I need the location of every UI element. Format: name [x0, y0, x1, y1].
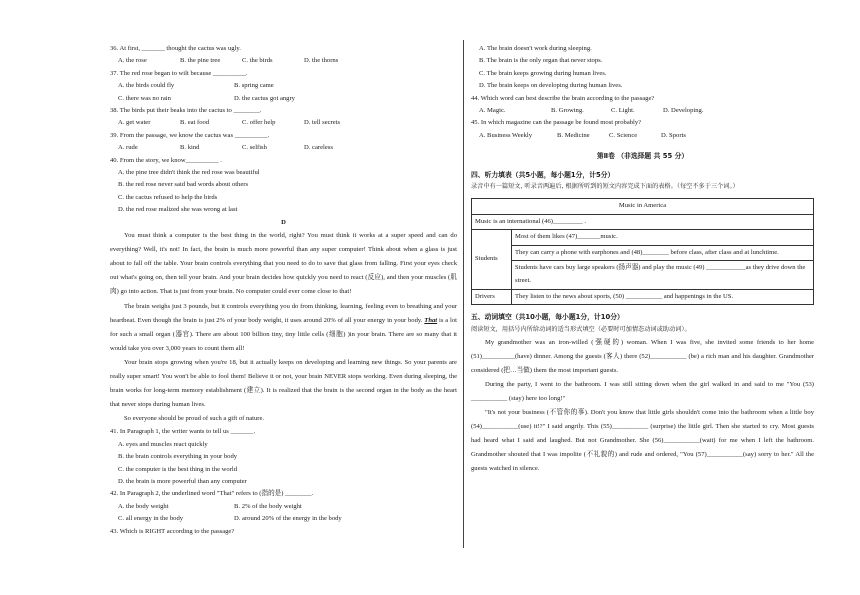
left-column — [110, 43, 457, 538]
option: A. rude — [118, 144, 138, 152]
option: A. the body weight — [118, 502, 169, 510]
passage-label: D — [281, 218, 286, 226]
option: C. Light. — [611, 107, 635, 115]
option: A. The brain doesn't work during sleeping. — [479, 45, 592, 52]
table-intro-row: Music is an international (46)_________ . — [472, 214, 814, 230]
option: A. the pine tree didn't think the red rose was beautiful — [118, 169, 260, 177]
option: B. the red rose never said bad words about others — [118, 181, 249, 189]
students-label: Students — [472, 230, 512, 289]
option: C. Science — [609, 131, 638, 139]
option: B. Medicine — [557, 131, 590, 139]
options-39 — [110, 142, 457, 154]
options-37a — [110, 80, 457, 92]
options-42b — [110, 513, 457, 525]
option: C. all energy in the body — [118, 515, 184, 523]
options-44 — [471, 105, 814, 117]
part-two-title: 第Ⅱ卷 （非选择题 共 55 分） — [596, 152, 689, 161]
option: D. the thorns — [304, 57, 339, 65]
option: D. Sports — [661, 131, 686, 139]
option: A. get water — [118, 119, 151, 127]
option: B. Growing. — [551, 107, 584, 115]
paragraph-text: is a lot for such a small organ (器官). There are about 100 billion tiny, tiny little cells (细胞) )in your brain. There are so many that it would take you over 3,000 years to count them all! — [110, 316, 458, 352]
table-row: They listen to the news about sports, (50) ___________ and happenings in the US. — [512, 289, 814, 305]
option: B. eat food — [180, 119, 210, 127]
drivers-label: Drivers — [472, 289, 512, 305]
music-table — [471, 198, 814, 305]
passage-paragraph-3: Your brain stops growing when you're 18, but it actually keeps on developing and learning new things. So your parents are really super smart! You won't be able to fool them! Believe it or not, your brain NEVER stops working. Even during sleeping, the brain works for long-term memory establishment (建立). It is realized that the brain is the second organ in the body as the heart that never stops during human lives. — [110, 358, 457, 409]
section-4-instructions: 录音中有一篇短文, 听录音两遍后, 根据所听到的短文内容完成下面的表格。（每空不多于三个词。） — [471, 183, 739, 191]
passage-paragraph-4: So everyone should be proud of such a gift of nature. — [124, 415, 265, 423]
options-38 — [110, 117, 457, 129]
option: A. Business Weekly — [479, 131, 533, 139]
option: B. 2% of the body weight — [234, 502, 302, 510]
option: C. there was no rain — [118, 94, 171, 102]
option: D. The brain keeps on developing during human lives. — [479, 82, 623, 90]
question-37: 37. The red rose began to wilt because __________. — [110, 69, 248, 77]
question-39: 39. From the passage, we know the cactus was __________. — [110, 131, 270, 139]
option: A. the rose — [118, 57, 147, 65]
passage-paragraph-1: You must think a computer is the best thing in the world, right? You must think it works at a super speed and can do everything? Well, it's not! In fact, the brain is much more powerful than any super computer! Think about when a glass is just about to fall off the table. Your brain controls everything that you need to do to save that glass from falling. First your eyes check out what's going on, then tell your brain. And your brain decides how quickly you need to react (反应), and then your muscles (肌肉) go into action. That is just from your brain. No computer could ever come close to that! — [110, 232, 457, 296]
option: A. eyes and muscles react quickly — [118, 440, 208, 448]
section-5-paragraph-3: "It's not your business (不管你的事). Don't you know that little girls shouldn't come into the bathroom when a little boy (54)___________(use) it!?" I said angrily. This (55)___________ (surprise) the little girl. Then she started to cry. Most guests had heard what I said and laughed. But not Grandmother. She (56)___________(wait) for me when I left the bathroom. Grandmother shouted that I was impolite (不礼貌的) and rude and ordered, "You (57)___________(say) sorry to her." All the guests watched in silence. — [471, 409, 814, 473]
option: A. the birds could fly — [118, 82, 175, 90]
question-42: 42. In Paragraph 2, the underlined word "That" refers to (指的是) ________. — [110, 490, 314, 498]
question-36: 36. At first, _______ thought the cactus was ugly. — [110, 45, 241, 52]
table-title: Music in America — [472, 199, 814, 215]
table-row: Students have cars buy large speakers (扬声器) and play the music (49) ____________as they drive down the street. — [512, 261, 814, 289]
options-37b — [110, 93, 457, 105]
question-41: 41. In Paragraph 1, the writer wants to tell us _______. — [110, 428, 256, 436]
option: C. the computer is the best thing in the world — [118, 465, 238, 473]
option: B. kind — [180, 144, 200, 152]
option: B. the brain controls everything in your body — [118, 453, 238, 461]
underlined-word-that: That — [424, 316, 438, 324]
column-divider — [463, 40, 464, 548]
option: D. the brain is more powerful than any computer — [118, 478, 247, 486]
question-43: 43. Which is RIGHT according to the passage? — [110, 527, 235, 535]
option: D. tell secrets — [304, 119, 341, 127]
option: C. offer help — [242, 119, 276, 127]
table-row: Most of them likes (47)_______music. — [512, 230, 814, 246]
option: B. spring came — [234, 82, 274, 90]
section-4-title: 四、听力填表（共5小题，每小题1分，计5分） — [471, 170, 615, 179]
question-44: 44. Which word can best describe the brain according to the passage? — [471, 94, 655, 102]
section-5-title: 五、动词填空（共10小题，每小题1分，计10分） — [471, 313, 624, 322]
option: C. the cactus refused to help the birds — [118, 193, 218, 201]
section-5-instructions: 阅读短文，用括号内所给动词的适当形式填空（必要时可加情态动词或助动词）。 — [471, 325, 691, 333]
option: B. the pine tree — [180, 57, 221, 65]
options-36 — [110, 55, 457, 67]
question-45: 45. In which magazine can the passage be found most probably? — [471, 119, 642, 127]
option: D. careless — [304, 144, 333, 152]
right-column — [471, 43, 814, 477]
question-40: 40. From the story, we know__________ . — [110, 156, 222, 164]
option: D. the cactus got angry — [234, 94, 295, 102]
passage-paragraph-2 — [110, 300, 457, 356]
table-row: They can carry a phone with earphones and (48)________ before class, after class and at lunchtime. — [512, 245, 814, 261]
options-42a — [110, 501, 457, 513]
option: C. the birds — [242, 57, 273, 65]
option: D. Developing. — [663, 107, 704, 115]
options-45 — [471, 130, 814, 142]
section-5-paragraph-2: During the party, I went to the bathroom. I was still sitting down when the girl walked in and said to me "You (53) ___________ (stay) here too long!" — [471, 380, 814, 402]
question-38: 38. The birds put their beaks into the cactus to ________. — [110, 107, 262, 115]
option: D. around 20% of the energy in the body — [234, 515, 342, 523]
option: B. The brain is the only organ that never stops. — [479, 57, 603, 65]
option: D. the red rose realized she was wrong at last — [118, 206, 238, 214]
section-5-paragraph-1: My grandmother was an iron-willed (强硬的) woman. When I was five, she invited some friends to her home (51)__________(have) dinner. Among the guests (客人) there (52)___________ (be) a rich man and his daughter. Grandmother considered (把…当做) them the most important guests. — [471, 338, 814, 374]
option: A. Magic. — [479, 107, 506, 115]
paragraph-text: The brain weighs just 3 pounds, but it controls everything you do from thinking, learning, feeling even to breathing and your heartbeat. Even though the brain is just 2% of your body weight, it uses around 20% of all your energy in your body. — [110, 302, 457, 324]
option: C. The brain keeps growing during human lives. — [479, 69, 607, 77]
option: C. selfish — [242, 144, 267, 152]
